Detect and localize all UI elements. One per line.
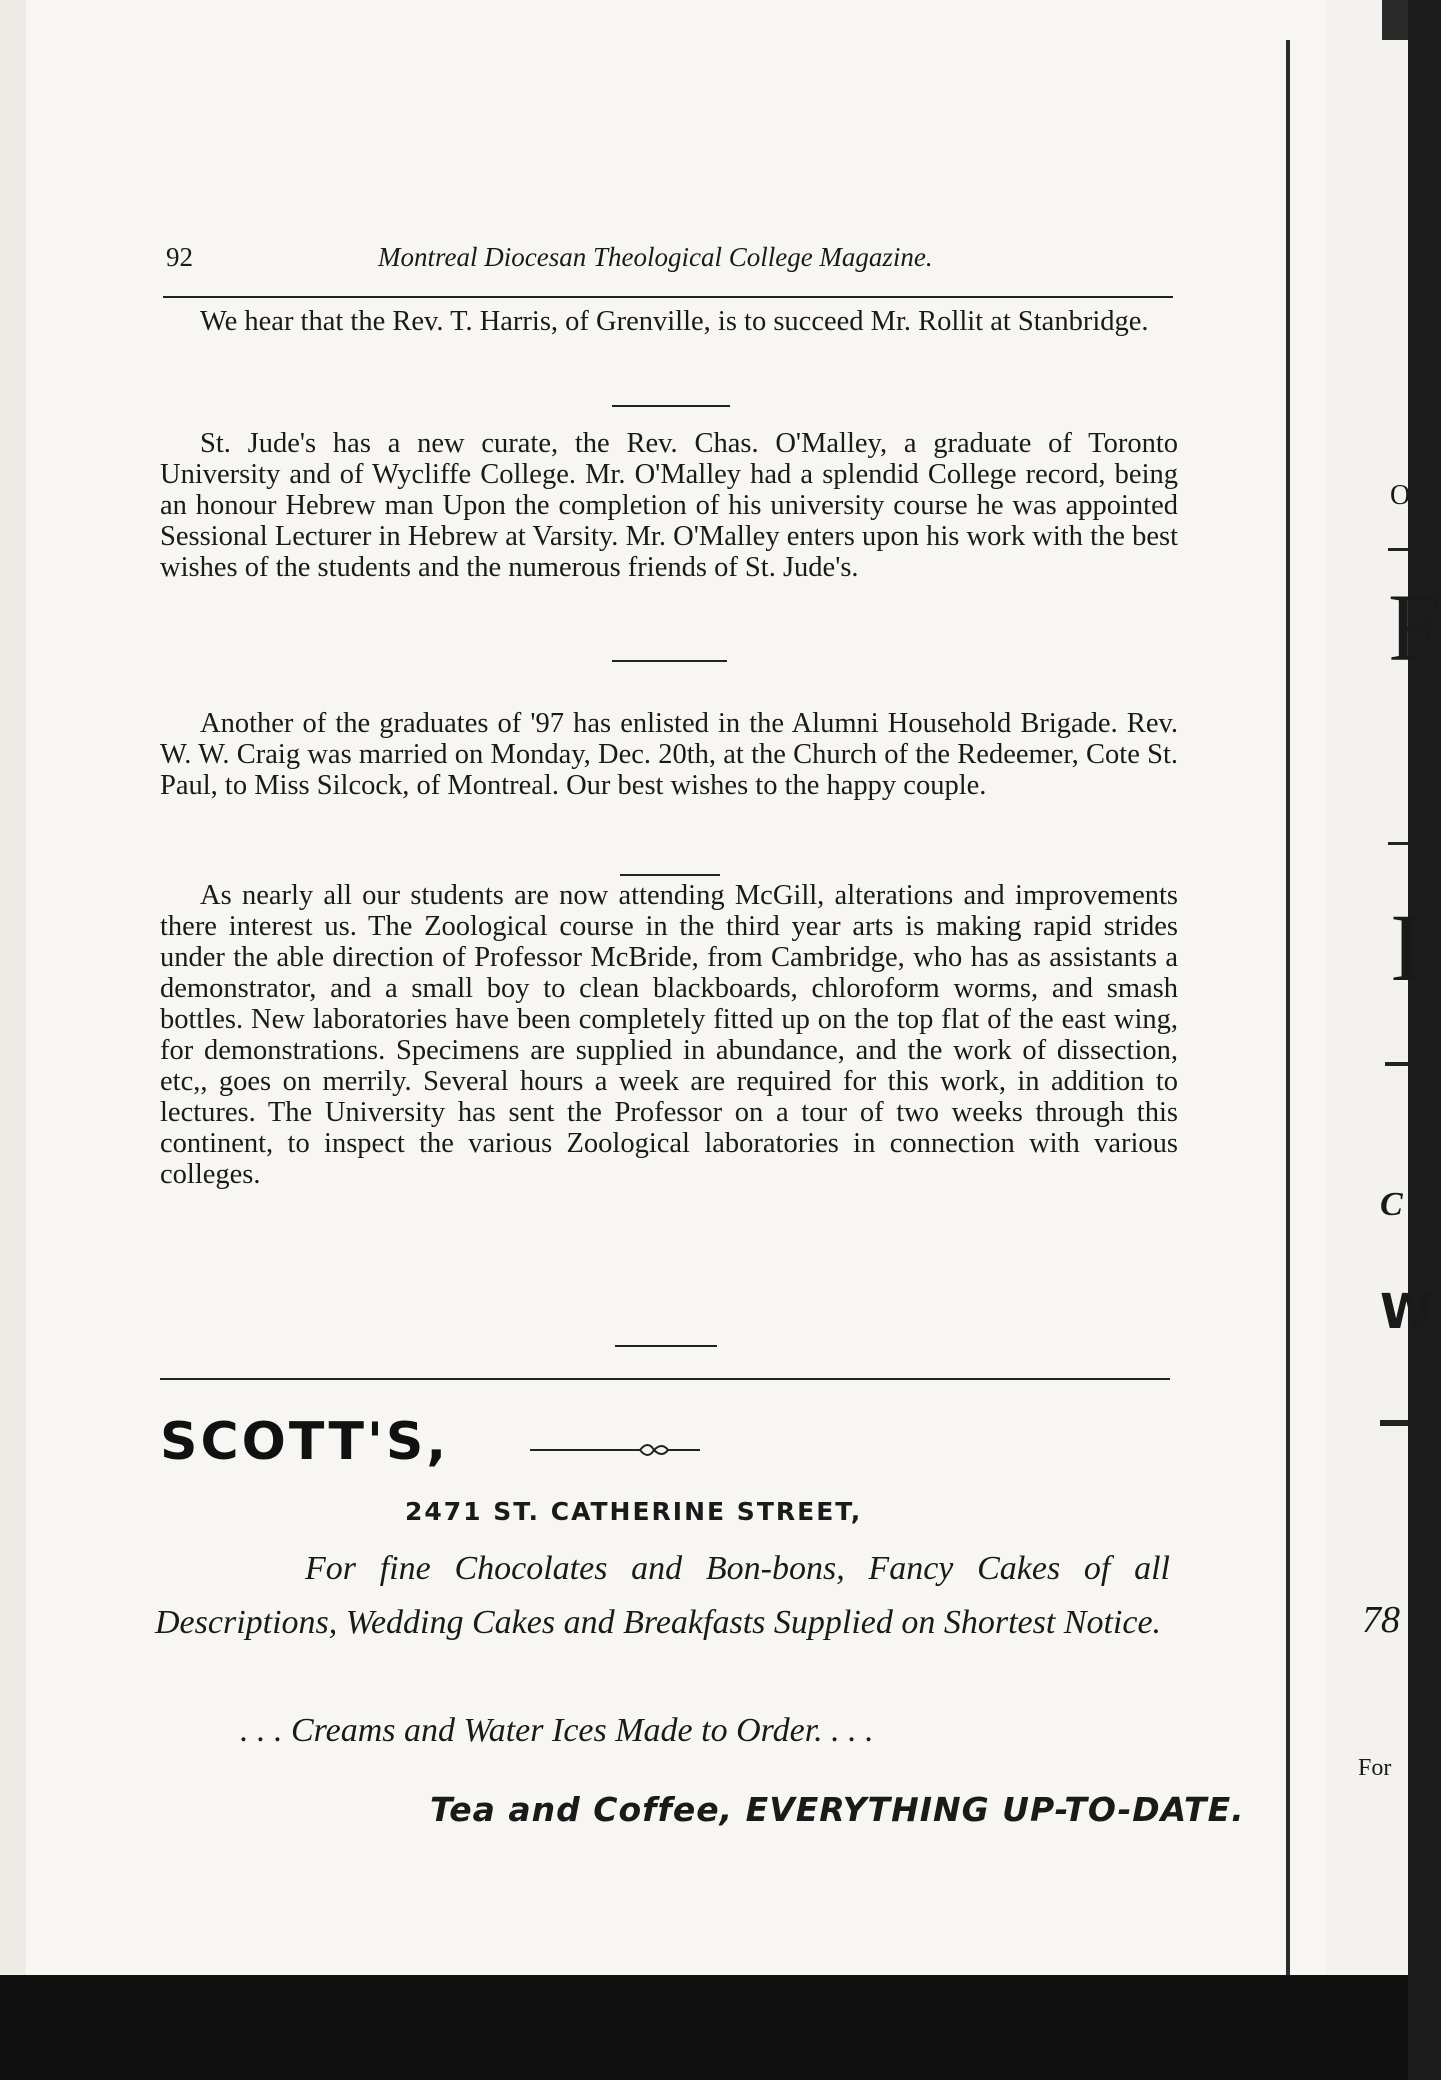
- scan-bottom-border: [0, 1975, 1408, 2080]
- item-separator: [615, 1345, 717, 1347]
- next-page-fragment: W: [1380, 1284, 1433, 1340]
- next-page-rule: [1380, 1420, 1408, 1426]
- item-separator: [612, 405, 730, 407]
- binding-gutter: [1286, 40, 1290, 1980]
- paragraph: We hear that the Rev. T. Harris, of Grenville, is to succeed Mr. Rollit at Stanbridge.: [200, 306, 1149, 337]
- news-item-harris: [160, 306, 1178, 337]
- next-page-fragment: C: [1380, 1186, 1403, 1223]
- next-page-rule: [1388, 842, 1408, 845]
- next-page-fragment: O: [1390, 480, 1411, 511]
- next-page-rule: [1385, 1062, 1408, 1066]
- advertiser-address: 2471 ST. CATHERINE STREET,: [405, 1497, 863, 1526]
- advertisement-tea-line: Tea and Coffee, EVERYTHING UP-TO-DATE.: [430, 1790, 1245, 1829]
- page-left-edge: [0, 0, 26, 1975]
- advertisement-rule: [160, 1378, 1170, 1380]
- next-page-fragment: 78: [1362, 1599, 1400, 1641]
- news-item-mcgill: [160, 880, 1178, 1190]
- next-page-fragment: For: [1358, 1755, 1392, 1781]
- next-page-fragment: F: [1388, 574, 1441, 681]
- header-rule: [163, 296, 1173, 298]
- news-item-omalley: [160, 428, 1178, 583]
- magazine-title: Montreal Diocesan Theological College Magazine.: [378, 242, 933, 272]
- advertisement-creams-line: . . . Creams and Water Ices Made to Order. . . .: [240, 1712, 874, 1749]
- item-separator: [620, 874, 720, 876]
- news-item-craig: [160, 708, 1178, 801]
- running-header: [163, 240, 1173, 280]
- scan-corner: [1382, 0, 1408, 40]
- paragraph: St. Jude's has a new curate, the Rev. Chas. O'Malley, a graduate of Toronto University and of Wycliffe College. Mr. O'Malley had a splendid College record, being an honour Hebrew man Upon the completion of his university course he was appointed Sessional Lecturer in Hebrew at Varsity. Mr. O'Malley enters upon his work with the best wishes of the students and the numerous friends of St. Jude's.: [160, 428, 1178, 583]
- paragraph: Another of the graduates of '97 has enlisted in the Alumni Household Brigade. Rev. W. W. Craig was married on Monday, Dec. 20th, at the Church of the Redeemer, Cote St. Paul, to Miss Silcock, of Montreal. Our best wishes to the happy couple.: [160, 708, 1178, 801]
- paragraph: As nearly all our students are now attending McGill, alterations and improvements there interest us. The Zoological course in the third year arts is making rapid strides under the able direction of Professor McBride, from Cambridge, who has as assistants a demonstrator, and a small boy to clean blackboards, chloroform worms, and smash bottles. New laboratories have been completely fitted up on the top flat of the east wing, for demonstrations. Specimens are supplied in abundance, and the work of dissection, etc,, goes on merrily. Several hours a week are required for this work, in addition to lectures. The University has sent the Professor on a tour of two weeks through this continent, to inspect the various Zoological laboratories in connection with various colleges.: [160, 880, 1178, 1190]
- next-page-rule: [1388, 548, 1408, 551]
- advertiser-name: SCOTT'S,: [160, 1412, 450, 1472]
- page-number: 92: [166, 242, 193, 272]
- advertisement-description: For fine Chocolates and Bon-bons, Fancy Cakes of all Descriptions, Wedding Cakes and Breakfasts Supplied on Shortest Notice.: [155, 1550, 1170, 1641]
- item-separator: [612, 660, 727, 662]
- next-page-fragment: I: [1390, 894, 1422, 1001]
- flourish-ornament: [530, 1430, 710, 1470]
